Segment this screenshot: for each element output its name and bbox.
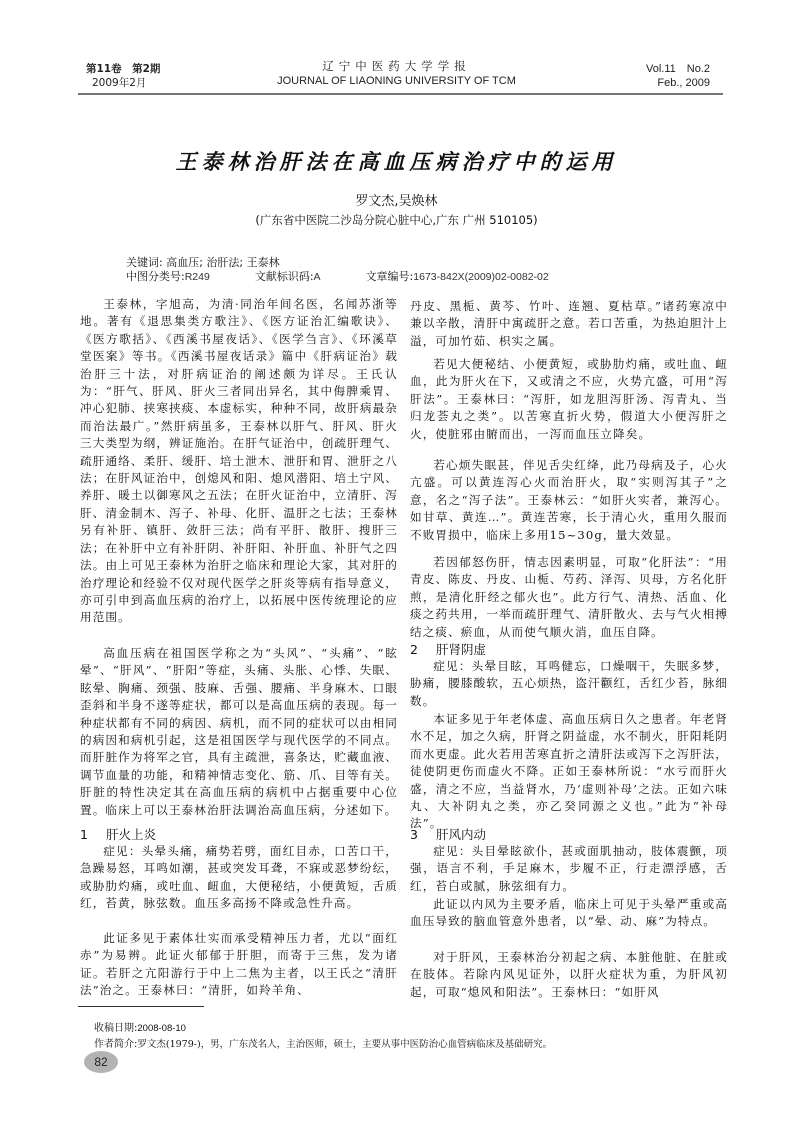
doc-code-label: 文献标识码:: [254, 270, 314, 283]
section2-paragraph-1: 症见：头晕目眩，耳鸣健忘，口燥咽干，失眠多梦，胁痛，腰膝酸软，五心烦热，盗汗颧红，舌红少苔，脉细数。: [410, 659, 728, 708]
keywords: 高血压; 治肝法; 王泰林: [166, 256, 280, 269]
section-number: 2: [410, 642, 418, 657]
issue-date-cn: 2009年2月: [92, 77, 147, 89]
clc-label: 中图分类号:: [126, 270, 185, 283]
journal-name: [200, 60, 593, 88]
keywords-label: 关键词:: [126, 256, 163, 269]
intro-paragraph-2: 高血压病在祖国医学称之为“头风”、“头痛”、“眩晕”、“肝风”、“肝阳”等症，头痛、头胀、心悸、失眠、眩晕、胸痛、颈强、肢麻、舌强、腰痛、半身麻木、口眼歪斜和半身不遂等症状，都可以是高血压病的表现。每一种症状都有不同的病因、病机，而不同的症状可以由相同的病因和病机引起，这是祖国医学与现代医学的不同点。而肝脏作为将军之官，具有主疏泄，喜条达，贮藏血液、调节血量的功能，和精神情志变化、筋、爪、目等有关。肝脏的特性决定其在高血压病的病机中占据重要中心位置。临床上可以王泰林治肝法调治高血压病，分述如下。: [80, 646, 398, 817]
footnote-rule: [78, 1006, 204, 1007]
author-bio-text: 罗文杰(1979-)，男，广东茂名人，主治医师，硕士，主要从事中医防治心血管病临床及基础研究。: [137, 1039, 553, 1050]
intro-paragraph-1: 王泰林，字旭高，为清·同治年间名医，名闻苏浙等地。著有《退思集类方歌注》、《医方证治汇编歌诀》、《医方歌括》、《西溪书屋夜话》、《医学刍言》、《环溪草堂医案》等书。《西溪书屋夜话录》篇中《肝病证治》载治肝三十法，对肝病证治的阐述颇为详尽。王氏认为：“肝气、肝风、肝火三者同出异名，其中侮脾乘胃、冲心犯肺、挟寒挟痰、本虚标实，种种不同，故肝病最杂而治法最广。”然肝病虽多，王泰林以肝气、肝风、肝火三大类型为纲，辨证施治。在肝气证治中，创疏肝理气、疏肝通络、柔肝、缓肝、培土泄木、泄肝和胃、泄肝之八法；在肝风证治中，创熄风和阳、熄风潜阳、培土宁风、养肝、暖土以御寒风之五法；在肝火证治中，立清肝、泻肝、清金制木、泻子、补母、化肝、温肝之七法；王泰林另有补肝、镇肝、敛肝三法；尚有平肝、散肝、搜肝三法；在补肝中立有补肝阴、补肝阳、补肝血、补肝气之四法。由上可见王泰林为治肝之临床和理论大家，其对肝的治疗理论和经验不仅对现代医学之肝炎等病有指导意义，亦可引申到高血压病的治疗上，以拓展中医传统理论的应用范围。: [80, 297, 398, 625]
received-date: [94, 1019, 186, 1034]
section2-paragraph-2: 本证多见于年老体虚、高血压病日久之患者。年老肾水不足，加之久病，肝肾之阴益虚，水不制火，肝阳耗阴而水更虚。此火若用苦寒直折之清肝法或泻下之泻肝法，徒使阴更伤而虚火不降。正如王泰林所说：“水亏而肝火盛，清之不应，当益肾水，乃‘虚则补母’之法。正如六味丸、大补阴丸之类，亦乙癸同源之义也。”此为“补母法”。: [410, 712, 728, 831]
doc-code-value: A: [313, 271, 321, 283]
issue-date-en: Feb., 2009: [657, 77, 710, 89]
clc-value: R249: [184, 271, 210, 283]
section-title: 肝风内动: [436, 827, 487, 842]
section-heading-1: [80, 825, 156, 843]
section-heading-3: [410, 825, 486, 843]
journal-name-en: JOURNAL OF LIAONING UNIVERSITY OF TCM: [277, 75, 516, 87]
section3-paragraph-1: 症见：头目晕眩欲仆，甚或面肌抽动，肢体震颤，项强，语言不利，手足麻木，步履不正，行走漂浮感，舌红，苔白或腻，脉弦细有力。: [410, 844, 728, 893]
section1-paragraph-2: 此证多见于素体壮实而承受精神压力者，尤以“面红赤”为易辨。此证火郁郁于肝胆，而寄于三焦，发为诸证。若肝之亢阳游行于中上二焦为主者，以王氏之“清肝法”治之。王泰林曰：“清肝，如羚羊角、: [80, 931, 398, 998]
classification-line: [126, 270, 549, 284]
vol-no: Vol.11 No.2: [645, 63, 710, 75]
received-label: 收稿日期:: [94, 1023, 138, 1034]
section1-paragraph-1: 症见：头晕头痛，痛势若劈，面红目赤，口苦口干，急躁易怒，耳鸣如潮，甚或突发耳聋，不寐或恶梦纷纭，或胁肋灼痛，或吐血、衄血，大便秘结，小便黄短，舌质红，苔黄，脉弦数。血压多高扬不降或急性升高。: [80, 844, 398, 911]
article-affiliation: (广东省中医院二沙岛分院心脏中心,广东 广州 510105): [255, 213, 538, 227]
author-bio: [94, 1035, 552, 1050]
header-rule: [78, 93, 723, 95]
journal-issue-info: [86, 62, 160, 90]
section1-paragraph-5: 若心烦失眠甚，伴见舌尖红绛，此乃母病及子，心火亢盛。可以黄连泻心火而治肝火，取“实则泻其子”之意，名之“泻子法”。王泰林云：“如肝火实者，兼泻心。如甘草、黄连…”。黄连苦寒，长于清心火，重用久服而不败胃损中，临床上多用15~30g，量大效显。: [410, 458, 728, 542]
journal-vol-info: [630, 62, 710, 90]
keywords-line: [126, 256, 280, 270]
volume-issue: 第11卷 第2期: [86, 63, 161, 75]
section-number: 3: [410, 827, 418, 842]
article-authors: 罗文杰,吴焕林: [355, 194, 438, 209]
article-no-label: 文章编号:: [365, 270, 414, 283]
section1-paragraph-3: 丹皮、黑栀、黄芩、竹叶、连翘、夏枯草。”诸药寒凉中兼以辛散，清肝中寓疏肝之意。若口苦重，为热迫胆汁上溢，可加竹茹、枳实之属。: [410, 299, 728, 348]
article-title: 王泰林治肝法在高血压病治疗中的运用: [175, 149, 618, 174]
section-title: 肝肾阴虚: [436, 642, 487, 657]
article-no-value: 1673-842X(2009)02-0082-02: [413, 271, 549, 283]
received-value: 2008-08-10: [137, 1023, 186, 1034]
page-number: 82: [84, 1051, 118, 1073]
section3-paragraph-3: 对于肝风，王泰林治分初起之病、本脏他脏、在脏或在肢体。若除内风见证外，以肝火症状为重，为肝风初起，可取“熄风和阳法”。王泰林曰：“如肝风: [410, 950, 728, 999]
author-bio-label: 作者简介:: [94, 1039, 138, 1050]
section-number: 1: [80, 827, 88, 842]
section1-paragraph-4: 若见大便秘结、小便黄短，或胁肋灼痛，或吐血、衄血，此为肝火在下，又或清之不应，火势亢盛，可用“泻肝法”。王泰林曰：“泻肝，如龙胆泻肝汤、泻青丸、当归龙荟丸之类”。以苦寒直折火势，假道大小便泻肝之火，使脏邪由腑而出，一泻而血压立降矣。: [410, 357, 728, 441]
section3-paragraph-2: 此证以内风为主要矛盾，临床上可见于头晕严重或高血压导致的脑血管意外患者，以“晕、动、麻”为特点。: [410, 897, 728, 929]
section1-paragraph-6: 若因郁怒伤肝，情志因素明显，可取“化肝法”：“用青皮、陈皮、丹皮、山栀、芍药、泽泻、贝母，方名化肝煎，是清化肝经之郁火也”。此方行气、清热、活血、化痰之药共用，一举而疏肝理气、清肝散火、去与气火相搏结之痰、瘀血，从而使气顺火消，血压自降。: [410, 555, 728, 639]
section-title: 肝火上炎: [106, 827, 157, 842]
section-heading-2: [410, 640, 486, 658]
journal-name-cn: 辽宁中医药大学学报: [322, 61, 471, 73]
